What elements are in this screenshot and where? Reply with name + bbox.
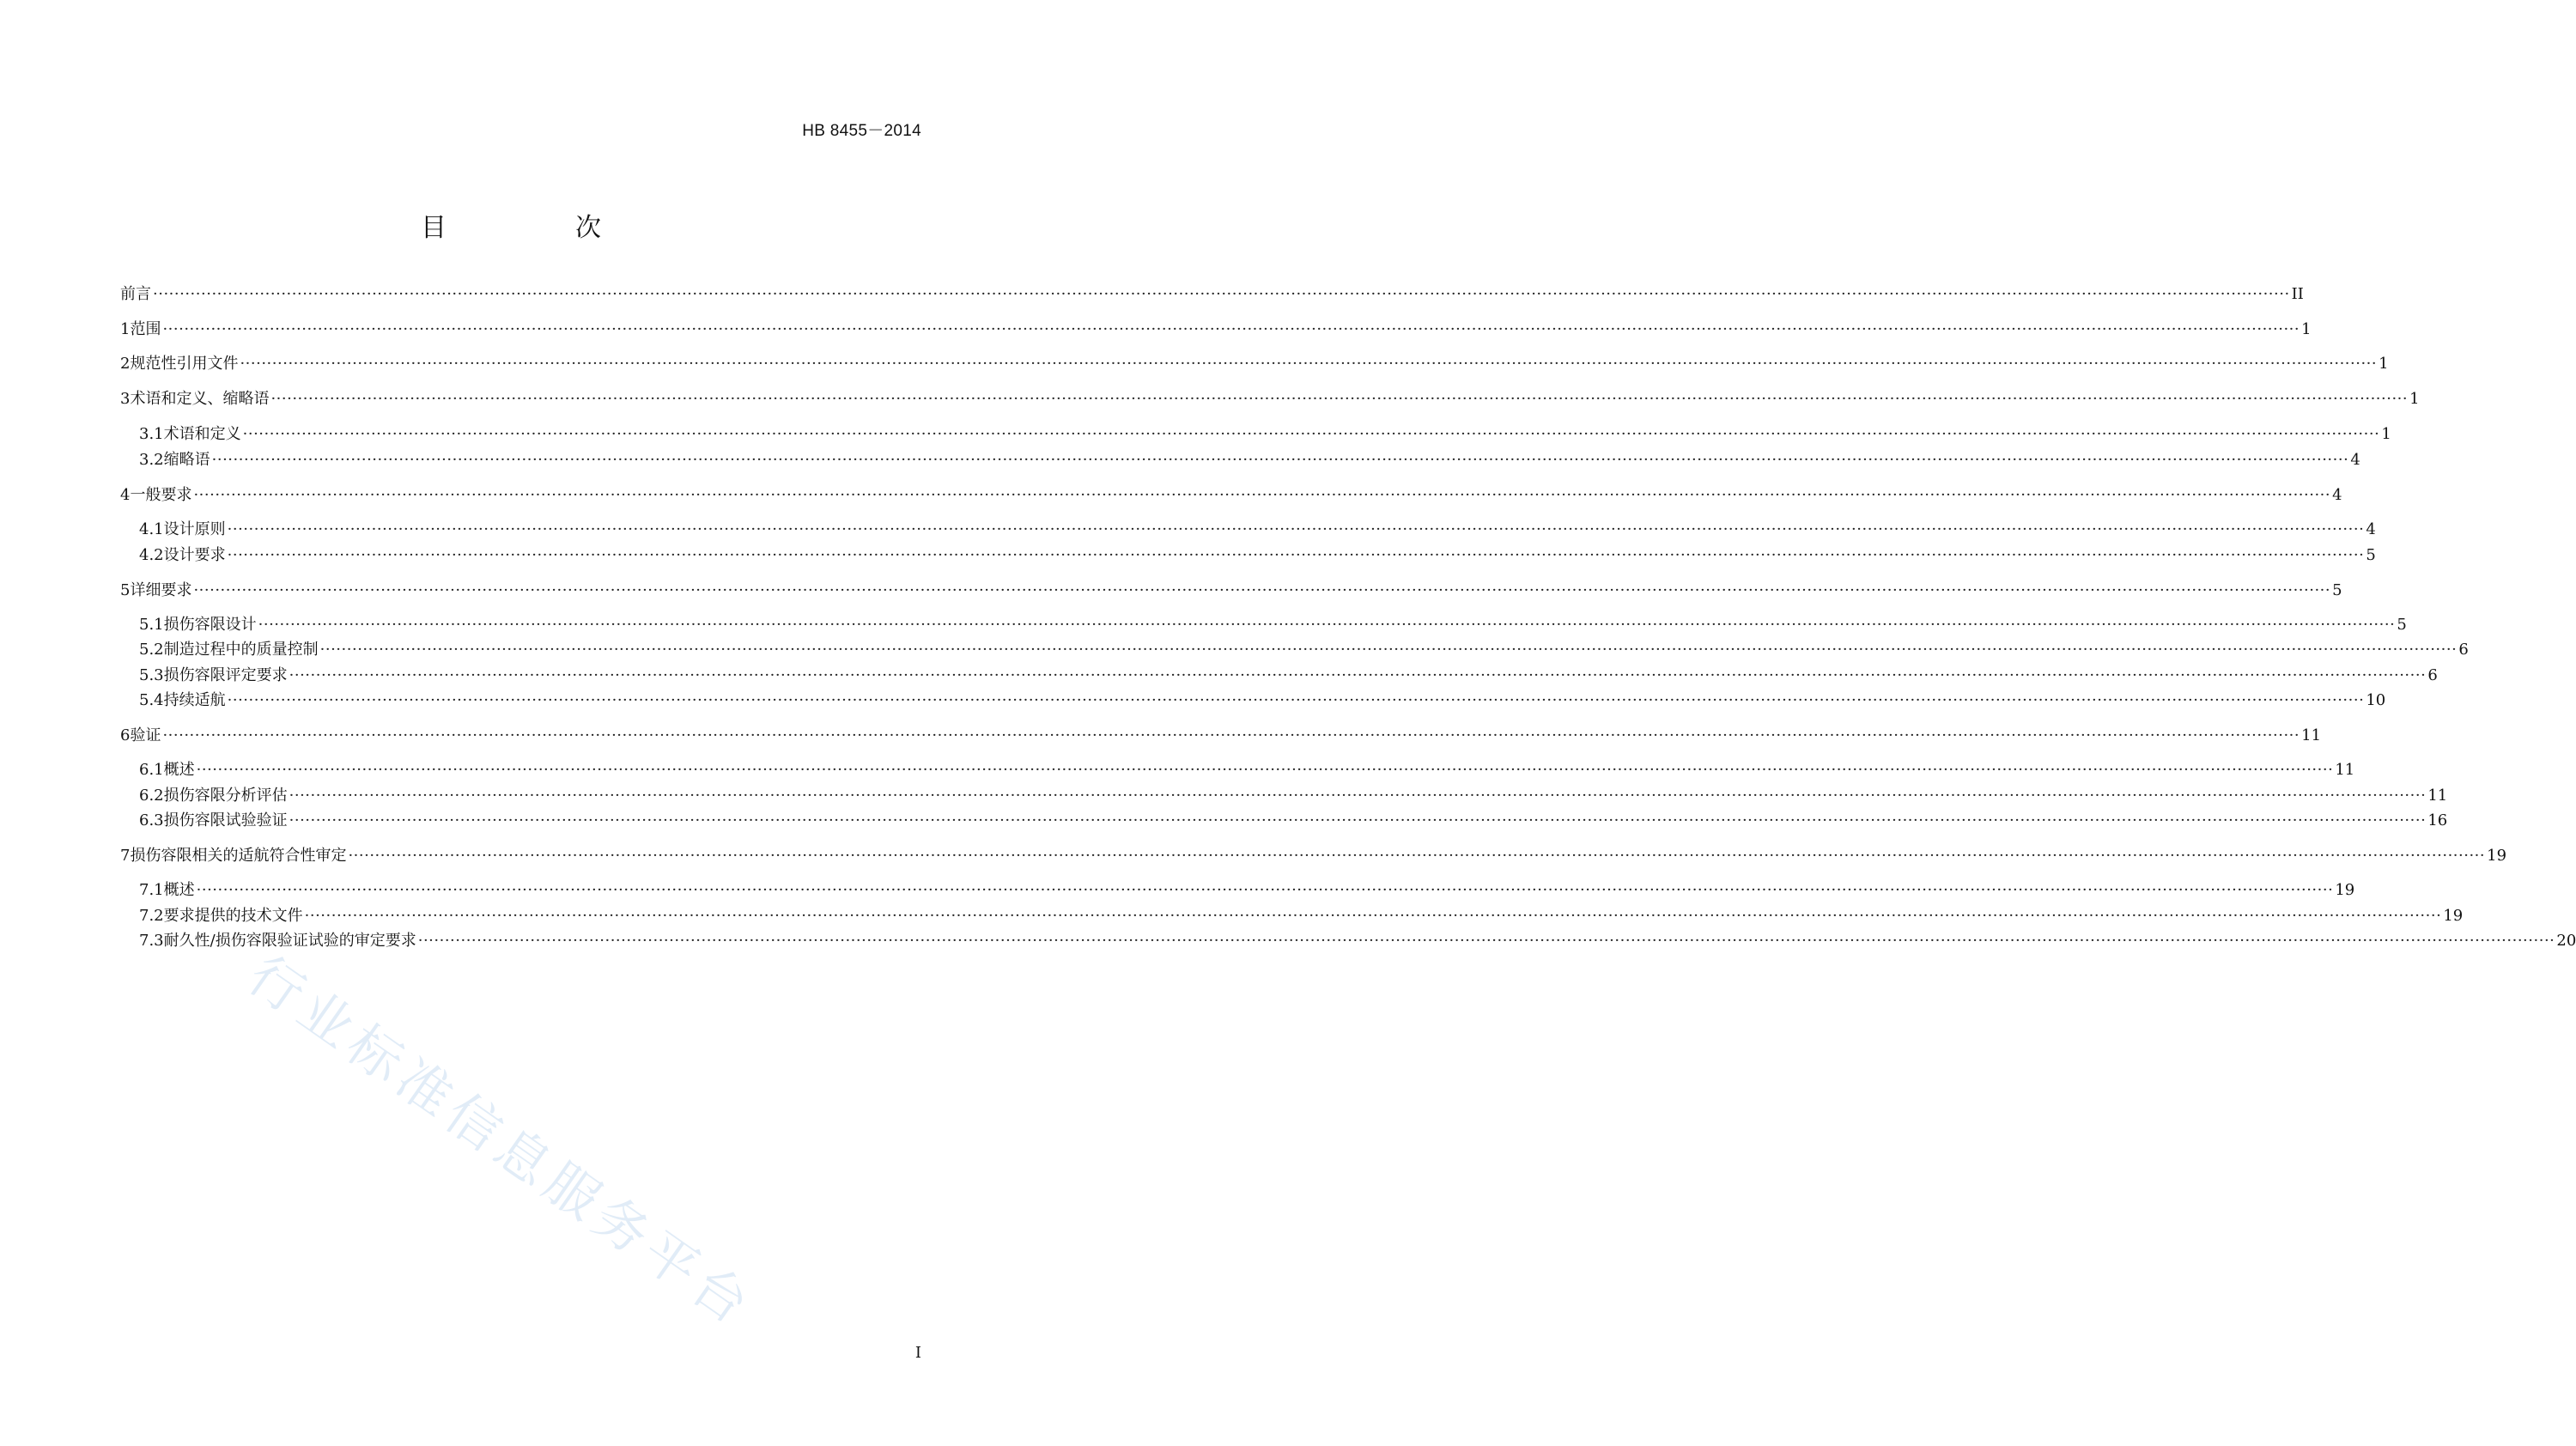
- toc-number: 3: [120, 390, 131, 408]
- toc-number: 7.3: [139, 932, 164, 950]
- toc-title: 前言: [120, 285, 151, 303]
- toc-entry-3-2[interactable]: [139, 447, 2360, 473]
- toc-number: 5: [120, 581, 131, 599]
- toc-entry-4-2[interactable]: [139, 543, 2376, 568]
- toc-title: 术语和定义、缩略语: [130, 390, 270, 408]
- leader-dots: ················································································································································································································································································································································································································: [417, 932, 2555, 950]
- standard-code: HB 8455－2014: [802, 122, 921, 140]
- toc-title: 概述: [163, 761, 195, 779]
- leader-dots: ················································································································································································································································································································································································································: [162, 320, 2300, 338]
- toc-page: 6: [2427, 666, 2438, 684]
- toc-page: 5: [2397, 616, 2407, 634]
- toc-entry-3[interactable]: [120, 386, 2420, 412]
- toc-page: 1: [2409, 390, 2420, 408]
- leader-dots: ················································································································································································································································································································································································································: [289, 666, 2427, 684]
- toc-entry-6-1[interactable]: [139, 757, 2355, 783]
- toc-number: 4.2: [139, 546, 164, 564]
- toc-number: 5.1: [139, 616, 164, 634]
- toc-number: 5.3: [139, 666, 164, 684]
- toc-title: 验证: [130, 726, 161, 744]
- leader-dots: ················································································································································································································································································································································································································: [227, 546, 2365, 564]
- toc-page: 4: [2350, 451, 2360, 469]
- watermark: 行业标准信息服务平台: [237, 943, 766, 1340]
- toc-title: 损伤容限相关的适航符合性审定: [130, 847, 347, 865]
- toc-number: 4: [120, 486, 131, 504]
- toc-title: 规范性引用文件: [130, 355, 239, 373]
- leader-dots: ················································································································································································································································································································································································································: [348, 847, 2486, 865]
- toc-entry-5-4[interactable]: [139, 688, 2386, 714]
- leader-dots: ················································································································································································································································································································································································································: [289, 811, 2427, 829]
- toc-entry-7-3[interactable]: [139, 928, 2576, 954]
- toc-page: 1: [2379, 355, 2389, 373]
- toc-entry-5-3[interactable]: [139, 663, 2438, 689]
- toc-page: 6: [2458, 641, 2469, 659]
- toc-number: 7.2: [139, 907, 164, 925]
- toc-number: 6.3: [139, 811, 164, 829]
- leader-dots: ················································································································································································································································································································································································································: [227, 691, 2365, 709]
- toc-number: 6.1: [139, 761, 164, 779]
- toc-page: 1: [2301, 320, 2312, 338]
- leader-dots: ················································································································································································································································································································································································································: [196, 761, 2334, 779]
- leader-dots: ················································································································································································································································································································································································································: [304, 907, 2442, 925]
- toc-entry-7[interactable]: [120, 843, 2507, 869]
- toc-page: 10: [2366, 691, 2386, 709]
- toc-page: 11: [2427, 787, 2448, 805]
- toc-title: 设计原则: [163, 520, 226, 538]
- toc-number: 7.1: [139, 881, 164, 899]
- toc-title: 设计要求: [163, 546, 226, 564]
- toc-title: 损伤容限评定要求: [163, 666, 288, 684]
- page-number: I: [914, 1344, 921, 1362]
- toc-entry-5-2[interactable]: [139, 637, 2469, 663]
- toc-entry-6[interactable]: [120, 723, 2322, 749]
- leader-dots: ················································································································································································································································································································································································································: [193, 581, 2331, 599]
- leader-dots: ················································································································································································································································································································································································································: [258, 616, 2396, 634]
- toc-number: 3.1: [139, 425, 164, 443]
- toc-title: 持续适航: [163, 691, 226, 709]
- leader-dots: ················································································································································································································································································································································································································: [227, 520, 2365, 538]
- toc-entry-7-2[interactable]: [139, 903, 2464, 929]
- leader-dots: ················································································································································································································································································································································································································: [240, 355, 2378, 373]
- toc-entry-3-1[interactable]: [139, 422, 2391, 447]
- toc-entry-foreword[interactable]: [120, 282, 2304, 307]
- toc-title: 概述: [163, 881, 195, 899]
- toc-title: 详细要求: [130, 581, 192, 599]
- toc-title: 损伤容限分析评估: [163, 787, 288, 805]
- toc-title: 损伤容限设计: [163, 616, 257, 634]
- toc-title: 一般要求: [130, 486, 192, 504]
- toc-number: 7: [120, 847, 131, 865]
- toc-title: 损伤容限试验验证: [163, 811, 288, 829]
- leader-dots: ················································································································································································································································································································································································································: [319, 641, 2458, 659]
- toc-page: 5: [2332, 581, 2342, 599]
- toc-page: 11: [2301, 726, 2322, 744]
- toc-number: 1: [120, 320, 131, 338]
- toc-entry-4-1[interactable]: [139, 517, 2376, 543]
- toc-entry-6-3[interactable]: [139, 808, 2448, 834]
- toc-title: 制造过程中的质量控制: [163, 641, 319, 659]
- toc-page: 1: [2381, 425, 2391, 443]
- toc-entry-2[interactable]: [120, 351, 2389, 377]
- toc-entry-4[interactable]: [120, 483, 2342, 508]
- toc-page: 4: [2366, 520, 2376, 538]
- toc-number: 5.4: [139, 691, 164, 709]
- toc-title: 缩略语: [163, 451, 210, 469]
- toc-number: 4.1: [139, 520, 164, 538]
- toc-title: 术语和定义: [163, 425, 241, 443]
- leader-dots: ················································································································································································································································································································································································································: [153, 285, 2290, 303]
- toc-entry-7-1[interactable]: [139, 878, 2355, 903]
- leader-dots: ················································································································································································································································································································································································································: [242, 425, 2380, 443]
- leader-dots: ················································································································································································································································································································································································································: [289, 787, 2427, 805]
- toc-page: 5: [2366, 546, 2376, 564]
- toc-entry-1[interactable]: [120, 317, 2312, 343]
- toc-title: 耐久性/损伤容限验证试验的审定要求: [163, 932, 416, 950]
- toc-entry-5[interactable]: [120, 578, 2342, 604]
- toc-page: II: [2291, 285, 2304, 303]
- leader-dots: ················································································································································································································································································································································································································: [270, 390, 2409, 408]
- leader-dots: ················································································································································································································································································································································································································: [193, 486, 2331, 504]
- leader-dots: ················································································································································································································································································································································································································: [211, 451, 2349, 469]
- toc-number: 6: [120, 726, 131, 744]
- toc-page: 19: [2443, 907, 2464, 925]
- page-title: 目 次: [421, 213, 653, 243]
- toc-page: 4: [2332, 486, 2342, 504]
- toc-title: 范围: [130, 320, 161, 338]
- toc-page: 20: [2556, 932, 2576, 950]
- toc-title: 要求提供的技术文件: [163, 907, 303, 925]
- toc-entry-5-1[interactable]: [139, 612, 2407, 638]
- leader-dots: ················································································································································································································································································································································································································: [196, 881, 2334, 899]
- leader-dots: ················································································································································································································································································································································································································: [162, 726, 2300, 744]
- toc-page: 16: [2427, 811, 2448, 829]
- toc-number: 2: [120, 355, 131, 373]
- toc-number: 3.2: [139, 451, 164, 469]
- toc-entry-6-2[interactable]: [139, 783, 2448, 809]
- toc-number: 6.2: [139, 787, 164, 805]
- toc-number: 5.2: [139, 641, 164, 659]
- toc-page: 11: [2335, 761, 2355, 779]
- toc-page: 19: [2487, 847, 2507, 865]
- toc-page: 19: [2335, 881, 2355, 899]
